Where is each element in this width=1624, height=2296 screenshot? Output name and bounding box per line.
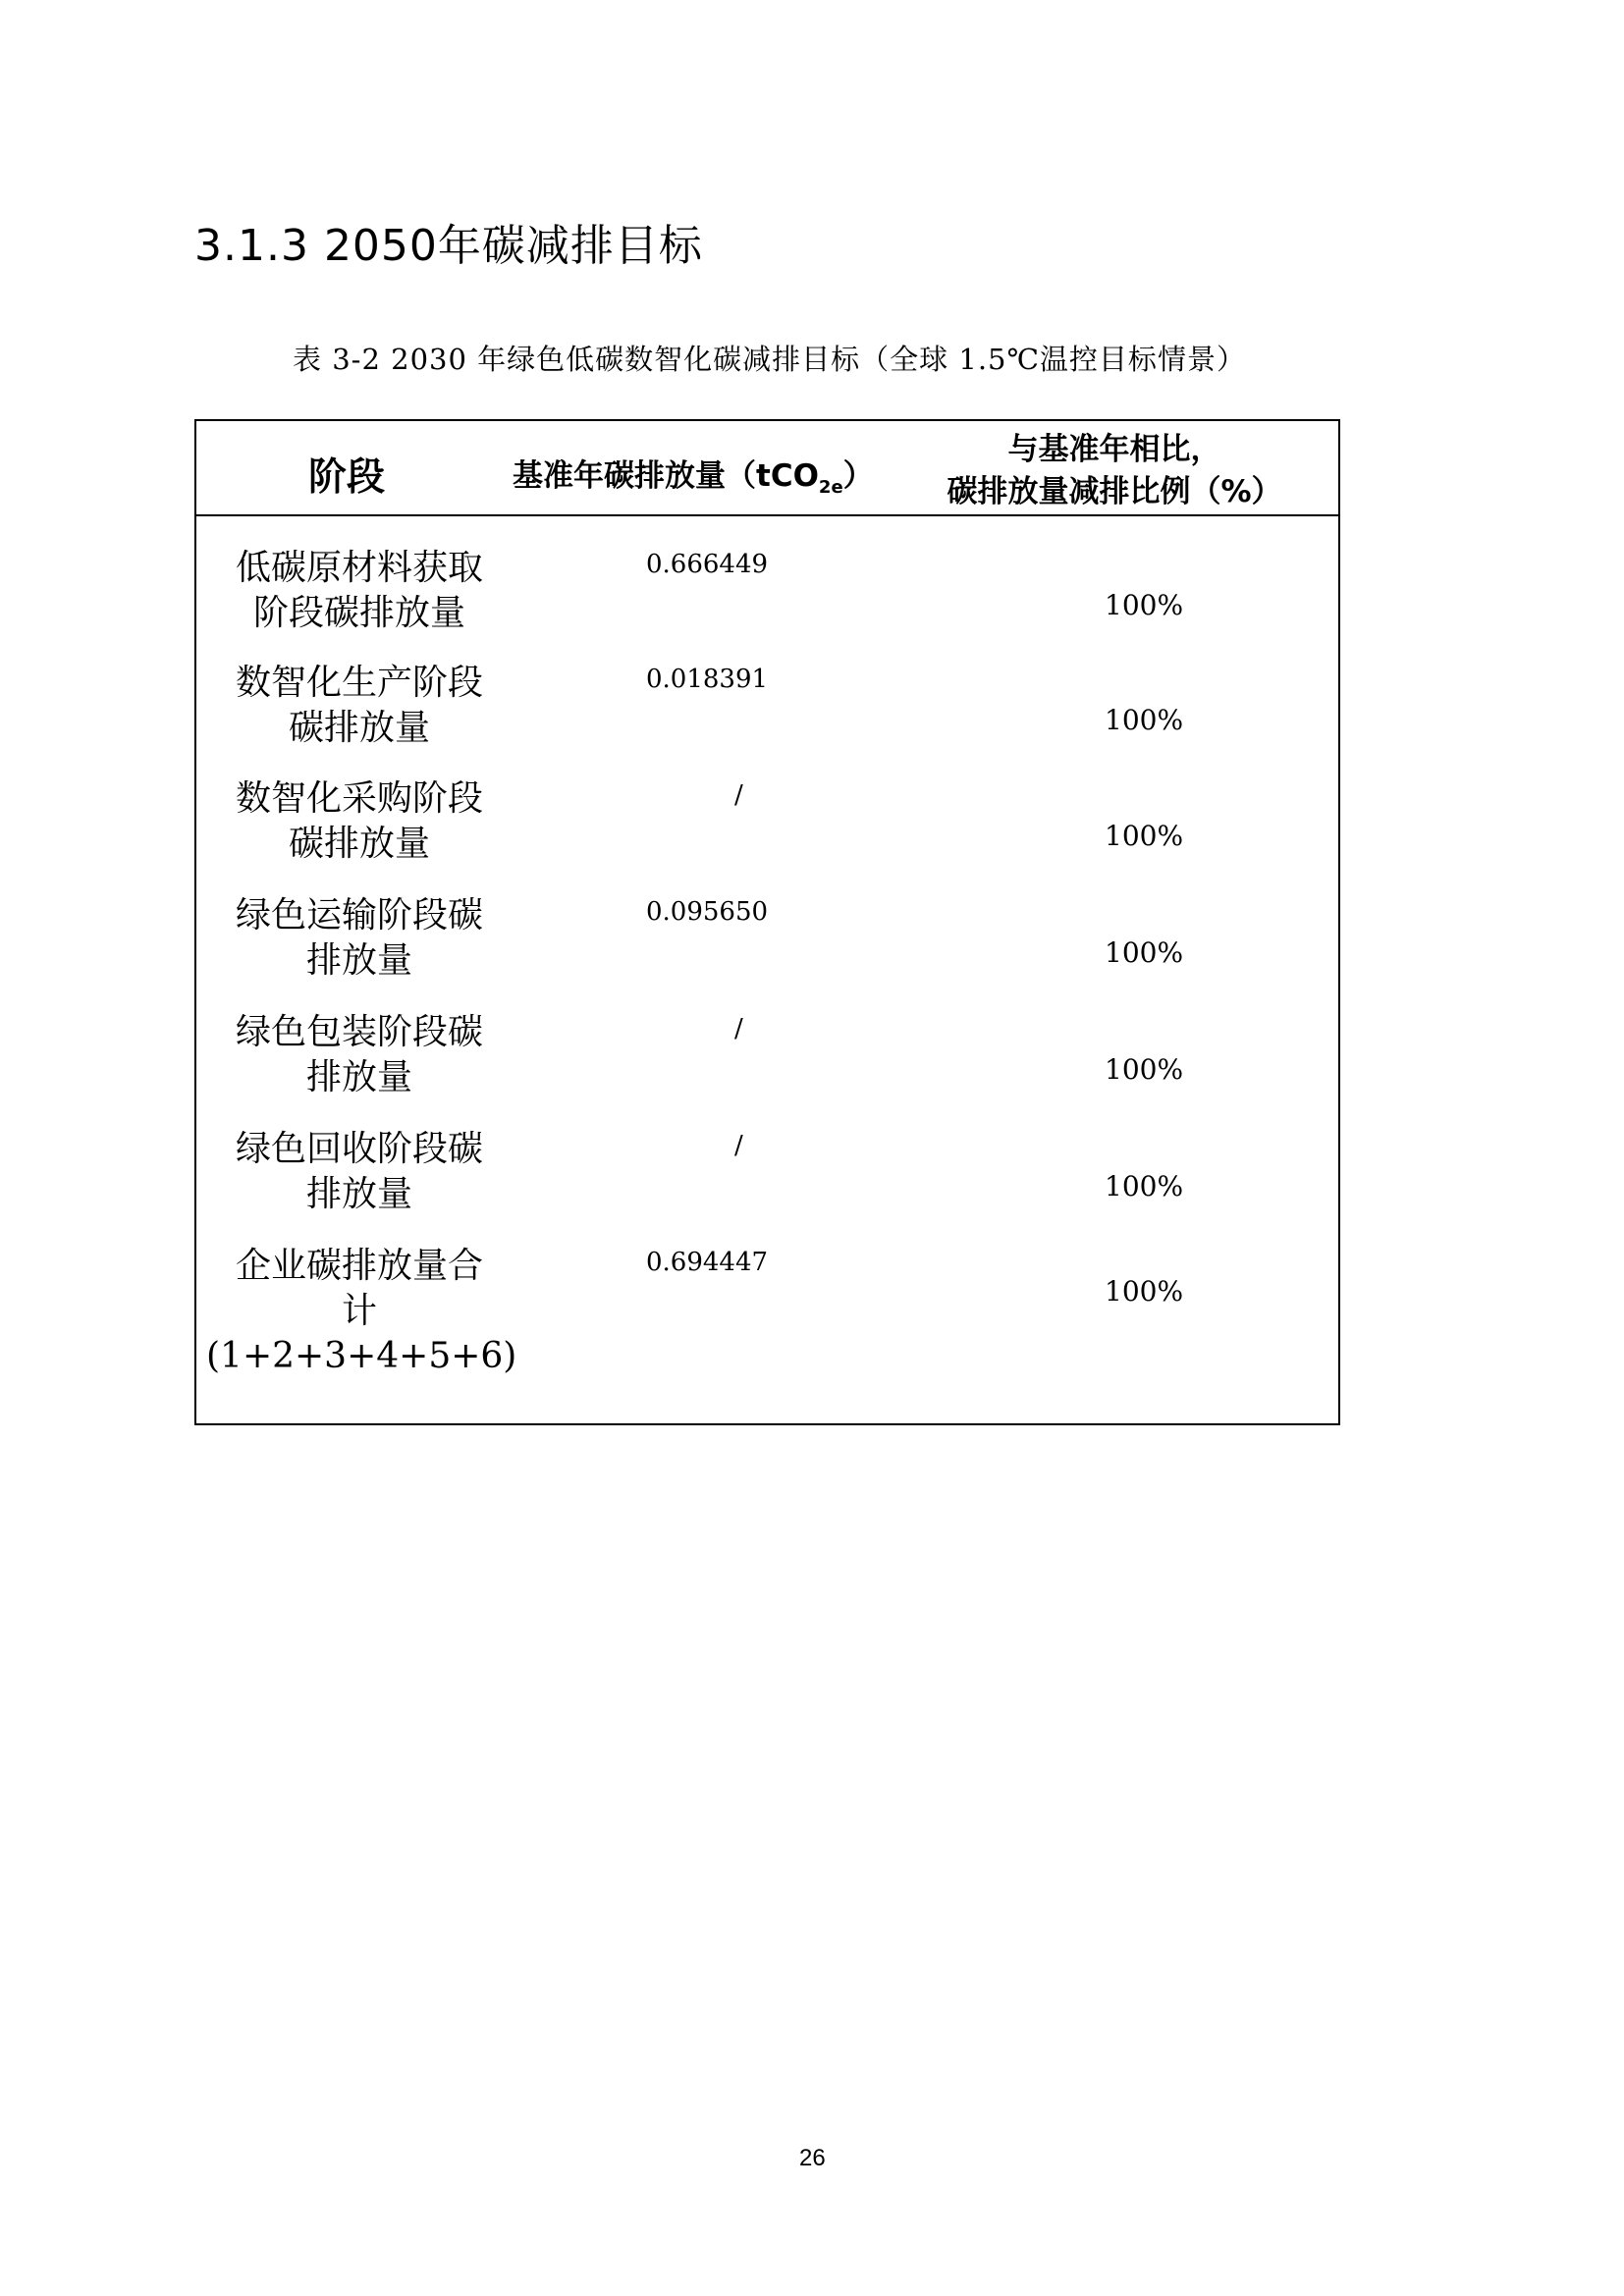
reduction-ratio-cell: 100% [1105,589,1184,621]
header-reduction-ratio: 与基准年相比， 碳排放量减排比例（%） [947,432,1282,509]
table-row [196,1224,1338,1376]
stage-cell: 数智化生产阶段 碳排放量 [235,663,483,748]
stage-cell: 企业碳排放量合 计(1+2+3+4+5+6) [206,1246,517,1376]
reduction-ratio-cell: 100% [1105,1275,1184,1308]
table-row [196,990,1338,1106]
reduction-ratio-cell: 100% [1105,936,1184,969]
base-emission-cell: 0.018391 [646,665,769,694]
header-base-emission: 基准年碳排放量（tCO$_{2e}$） [513,458,874,499]
stage-cell: 绿色回收阶段碳 排放量 [235,1129,483,1214]
table-row [196,757,1338,873]
table-caption: 表 3-2 2030 年绿色低碳数智化碳减排目标（全球 1.5℃温控目标情景） [293,343,1246,376]
table-row [196,641,1338,757]
reduction-ratio-cell: 100% [1105,704,1184,736]
base-emission-cell: / [734,1014,743,1043]
table-row [196,1107,1338,1223]
reduction-ratio-cell: 100% [1105,1170,1184,1202]
page-number: 26 [799,2145,826,2171]
base-emission-cell: / [734,780,743,810]
table-row [196,526,1338,642]
reduction-ratio-cell: 100% [1105,820,1184,852]
emission-target-table [194,419,1340,1425]
stage-cell: 数智化采购阶段 碳排放量 [235,778,483,864]
header-stage: 阶段 [308,455,386,500]
table-header-row [196,421,1338,516]
section-heading: 3.1.3 2050年碳减排目标 [194,221,703,271]
base-emission-cell: 0.666449 [646,550,769,579]
reduction-ratio-cell: 100% [1105,1053,1184,1086]
base-emission-cell: 0.095650 [646,897,769,927]
base-emission-cell: 0.694447 [646,1248,769,1277]
stage-cell: 绿色包装阶段碳 排放量 [235,1012,483,1097]
table-row [196,874,1338,989]
stage-cell: 低碳原材料获取 阶段碳排放量 [235,548,483,633]
base-emission-cell: / [734,1131,743,1160]
stage-cell: 绿色运输阶段碳 排放量 [235,895,483,981]
